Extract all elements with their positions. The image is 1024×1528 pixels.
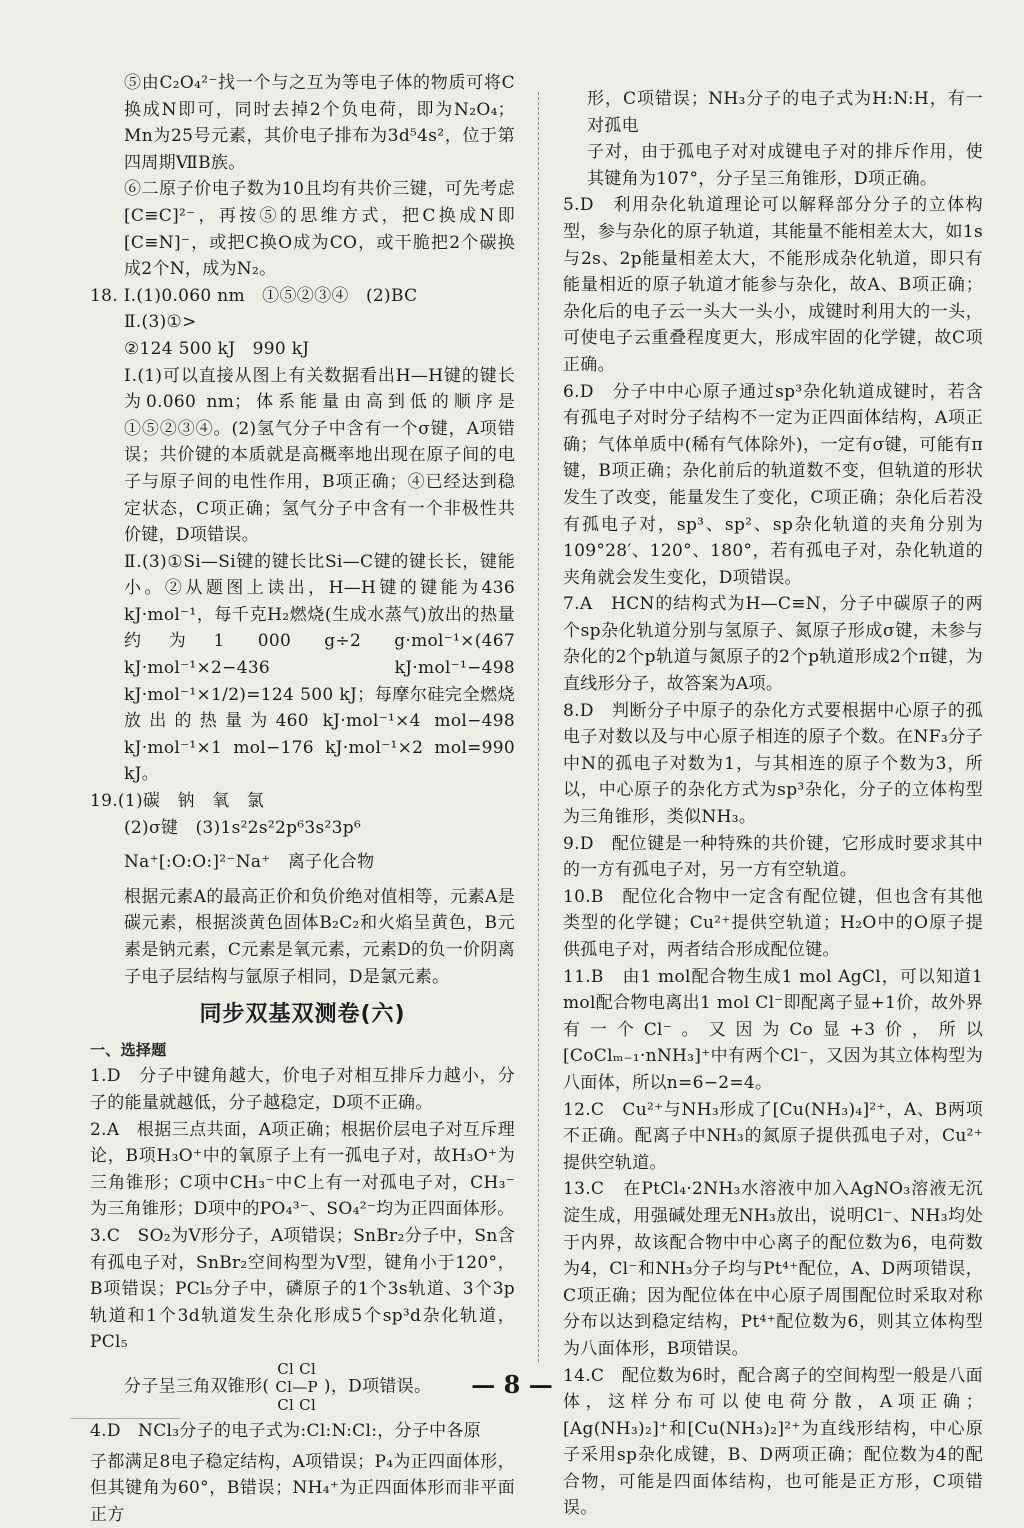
answer-1: 1.D 分子中键角越大，价电子对相互排斥力越小，分子的能量就越低，分子越稳定，D项不正确。 — [90, 1063, 515, 1116]
answer-9: 9.D 配位键是一种特殊的共价键，它形成时要求其中的一方有孤电子对，另一方有空轨道。 — [563, 831, 983, 884]
answer-4-right-cont: 子对，由于孤电子对对成键电子对的排斥作用，使其键角为107°，分子呈三角锥形，D项正确。 — [563, 139, 983, 192]
paragraph-5: ⑤由C₂O₄²⁻找一个与之互为等电子体的物质可将C换成N即可，同时去掉2个负电荷，即为N₂O₄；Mn为25号元素，其价电子排布为3d⁵4s²，位于第四周期ⅦB族。 — [90, 70, 515, 176]
answer-19-header: 19.(1)碳 钠 氧 氯 — [90, 788, 515, 815]
answer-18-explain-2: Ⅱ.(3)①Si—Si键的键长比Si—C键的键长长，键能小。②从题图上读出，H—H键的键能为436 kJ·mol⁻¹，每千克H₂燃烧(生成水蒸气)放出的热量约为1 000 g÷2 g·mol⁻¹×(467 kJ·mol⁻¹×2−436 kJ·mol⁻¹−498 kJ·mol⁻¹×1/2)=124 500 kJ；每摩尔硅完全燃烧放出的热量为460 kJ·mol⁻¹×4 mol−498 kJ·mol⁻¹×1 mol−176 kJ·mol⁻¹×2 mol=990 kJ。 — [90, 549, 515, 788]
pcl5-structure-diagram: Cl Cl Cl—P Cl Cl — [275, 1360, 318, 1414]
answer-18-header: 18. Ⅰ.(1)0.060 nm ①⑤②③④ (2)BC — [90, 283, 515, 310]
answer-19-part2: (2)σ键 (3)1s²2s²2p⁶3s²3p⁶ — [90, 815, 515, 842]
answer-3: 3.C SO₂为V形分子，A项错误；SnBr₂分子中，Sn含有孤电子对，SnBr₂空间构型为V型，键角小于120°，B项错误；PCl₅分子中，磷原子的1个3s轨道、3个3p轨道和1个3d轨道发生杂化形成5个sp³d杂化轨道，PCl₅ — [90, 1223, 515, 1356]
answer-4-right-post: ，有一对孤电 — [587, 89, 983, 136]
answer-4-pre: 4.D NCl₃分子的电子式为 — [90, 1421, 300, 1441]
page-number: — 8 — — [0, 1370, 1024, 1399]
answer-2: 2.A 根据三点共面，A项正确；根据价层电子对互斥理论，B项H₃O⁺中的氧原子上有一孤电子对，故H₃O⁺为三角锥形；C项中CH₃⁻中C上有一对孤电子对，CH₃⁻为三角锥形；D项中的PO₄³⁻、SO₄²⁻均为正四面体形。 — [90, 1117, 515, 1223]
answer-18-part2: Ⅱ.(3)①> — [90, 309, 515, 336]
answer-4-right-pre: 形，C项错误；NH₃分子的电子式为 — [587, 89, 872, 109]
answer-8: 8.D 判断分子中原子的杂化方式要根据中心原子的孤电子对数以及与中心原子相连的原子个数。在NF₃分子中N的孤电子对数为1，与其相连的原子个数为3，所以，中心原子的杂化方式为sp³杂化，分子的立体构型为三角锥形，类似NH₃。 — [563, 698, 983, 831]
left-column — [90, 70, 515, 1528]
ncl3-electron-formula: :Cl:N:Cl: — [300, 1421, 377, 1441]
answer-18-part3: ②124 500 kJ 990 kJ — [90, 336, 515, 363]
right-column — [563, 70, 983, 1522]
nh3-electron-formula: H:N:H — [872, 89, 929, 109]
answer-6: 6.D 分子中中心原子通过sp³杂化轨道成键时，若含有孤电子对时分子结构不一定为正四面体结构，A项正确；气体单质中(稀有气体除外)，一定有σ键，可能有π键，B项正确；杂化前后的轨道数不变，但轨道的形状发生了改变，能量发生了变化，C项正确；杂化后若没有孤电子对，sp³、sp²、sp杂化轨道的夹角分别为109°28′、120°、180°，若有孤电子对，杂化轨道的夹角就会发生变化，D项错误。 — [563, 379, 983, 592]
answer-19-explain: 根据元素A的最高正价和负价绝对值相等，元素A是碳元素，根据淡黄色固体B₂C₂和火焰呈黄色，B元素是钠元素，C元素是氧元素，元素D的负一价阴离子电子层结构与氩原子相同，D是氯元素。 — [90, 884, 515, 990]
answer-18-explain-1: Ⅰ.(1)可以直接从图上有关数据看出H—H键的键长为0.060 nm；体系能量由高到低的顺序是①⑤②③④。(2)氢气分子中含有一个σ键，A项错误；共价键的本质就是高概率地出现在原子间的电子与原子间的电性作用，B项正确；④已经达到稳定状态，C项正确；氢气分子中含有一个非极性共价键，D项错误。 — [90, 363, 515, 549]
paragraph-6: ⑥二原子价电子数为10且均有共价三键，可先考虑[C≡C]²⁻，再按⑤的思维方式，把C换成N即[C≡N]⁻，或把C换O成为CO，或干脆把2个碳换成2个N，成为N₂。 — [90, 176, 515, 282]
section-title: 同步双基双测卷(六) — [90, 1002, 515, 1029]
answer-7: 7.A HCN的结构式为H—C≡N，分子中碳原子的两个sp杂化轨道分别与氢原子、氮原子形成σ键，未参与杂化的2个p轨道与氮原子的2个p轨道形成2个π键，为直线形分子，故答案为A项。 — [563, 591, 983, 697]
answer-4-post: ，分子中各原 — [377, 1421, 481, 1441]
answer-4-right — [563, 86, 983, 139]
answer-3-tail-post: )，D项错误。 — [324, 1376, 431, 1396]
answer-4 — [90, 1418, 515, 1445]
answer-3-tail-pre: 分子呈三角双锥形( — [124, 1376, 269, 1396]
answer-19-formula: Na⁺[:O:O:]²⁻Na⁺ 离子化合物 — [90, 849, 515, 876]
subsection-title: 一、选择题 — [90, 1037, 515, 1064]
answer-11: 11.B 由1 mol配合物生成1 mol AgCl，可以知道1 mol配合物电离出1 mol Cl⁻即配离子显+1价，故外界有一个Cl⁻。又因为Co显+3价，所以[CoClₘ₋₁·nNH₃]⁺中有两个Cl⁻，又因为其立体构型为八面体，所以n=6−2=4。 — [563, 964, 983, 1097]
answer-13: 13.C 在PtCl₄·2NH₃水溶液中加入AgNO₃溶液无沉淀生成，用强碱处理无NH₃放出，说明Cl⁻、NH₃均处于内界，故该配合物中中心离子的配位数为6，电荷数为4，Cl⁻和NH₃分子均与Pt⁴⁺配位，A、D两项错误，C项正确；因为配位体在中心原子周围配位时采取对称分布以达到稳定结构，Pt⁴⁺配位数为6，则其立体构型为八面体形，B项错误。 — [563, 1176, 983, 1362]
column-divider — [538, 92, 539, 1362]
answer-10: 10.B 配位化合物中一定含有配位键，但也含有其他类型的化学键；Cu²⁺提供空轨道；H₂O中的O原子提供孤电子对，两者结合形成配位键。 — [563, 884, 983, 964]
footer-line — [70, 1418, 180, 1419]
answer-14: 14.C 配位数为6时，配合离子的空间构型一般是八面体，这样分布可以使电荷分散，A项正确；[Ag(NH₃)₂]⁺和[Cu(NH₃)₂]²⁺为直线形结构，中心原子采用sp杂化成键，B、D两项正确；配位数为4的配合物，可能是四面体结构，也可能是正方形，C项错误。 — [563, 1363, 983, 1523]
answer-5: 5.D 利用杂化轨道理论可以解释部分分子的立体构型，参与杂化的原子轨道，其能量不能相差太大，如1s与2s、2p能量相差太大，不能形成杂化轨道，即只有能量相近的原子轨道才能参与杂化，故A、B项正确；杂化后的电子云一头大一头小，成键时利用大的一头，可使电子云重叠程度更大，形成牢固的化学键，故C项正确。 — [563, 192, 983, 378]
answer-4-continued: 子都满足8电子稳定结构，A项错误；P₄为正四面体形，但其键角为60°，B错误；NH₄⁺为正四面体形而非平面正方 — [90, 1449, 515, 1528]
answer-12: 12.C Cu²⁺与NH₃形成了[Cu(NH₃)₄]²⁺，A、B两项不正确。配离子中NH₃的氮原子提供孤电子对，Cu²⁺提供空轨道。 — [563, 1097, 983, 1177]
